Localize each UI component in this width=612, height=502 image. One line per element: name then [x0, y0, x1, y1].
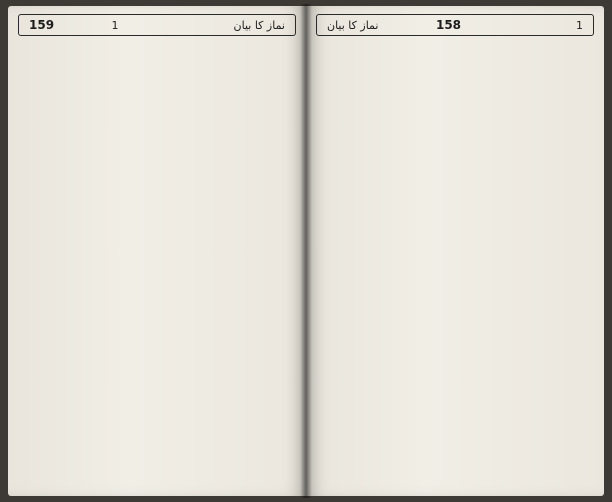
- text-line: [318, 314, 592, 329]
- text-line: [20, 359, 294, 374]
- text-line: [20, 268, 294, 283]
- text-line: [20, 299, 294, 314]
- text-line: [318, 42, 592, 57]
- text-line: [20, 133, 294, 148]
- text-line: [318, 434, 592, 449]
- left-page-text: [20, 42, 294, 482]
- left-page-header: [18, 14, 296, 36]
- text-line: [20, 284, 294, 299]
- text-line: [20, 419, 294, 434]
- text-line: [20, 329, 294, 344]
- text-line: [20, 434, 294, 449]
- text-line: [318, 238, 592, 253]
- text-line: [318, 419, 592, 434]
- text-line: [20, 223, 294, 238]
- text-line: [20, 148, 294, 163]
- left-page-number: 159: [29, 18, 55, 32]
- text-line: [318, 193, 592, 208]
- text-line: [318, 404, 592, 419]
- text-line: [318, 208, 592, 223]
- text-line: [318, 465, 592, 480]
- text-line: [20, 42, 294, 57]
- text-line: [20, 57, 294, 72]
- text-line: [318, 450, 592, 465]
- text-line: [20, 163, 294, 178]
- left-volume: 1: [111, 18, 119, 32]
- right-volume: 1: [576, 18, 583, 32]
- text-line: [318, 223, 592, 238]
- text-line: [318, 284, 592, 299]
- text-line: [318, 329, 592, 344]
- text-line: [20, 87, 294, 102]
- book-gutter: [300, 4, 312, 498]
- left-page: [8, 6, 306, 496]
- text-line: [318, 133, 592, 148]
- right-page: [306, 6, 604, 496]
- text-line: [20, 238, 294, 253]
- right-section-title: نماز کا بیان: [327, 18, 379, 32]
- text-line: [318, 102, 592, 117]
- right-page-text: [318, 42, 592, 482]
- text-line: [20, 404, 294, 419]
- text-line: [318, 163, 592, 178]
- text-line: [20, 389, 294, 404]
- text-line: [20, 72, 294, 87]
- text-line: [318, 268, 592, 283]
- text-line: [318, 57, 592, 72]
- right-page-header: [316, 14, 594, 36]
- text-line: [20, 480, 294, 482]
- text-line: [20, 102, 294, 117]
- text-line: [20, 253, 294, 268]
- text-line: [318, 389, 592, 404]
- text-line: [20, 314, 294, 329]
- text-line: [318, 178, 592, 193]
- text-line: [318, 72, 592, 87]
- text-line: [318, 344, 592, 359]
- text-line: [318, 253, 592, 268]
- text-line: [20, 374, 294, 389]
- text-line: [318, 117, 592, 132]
- text-line: [20, 178, 294, 193]
- text-line: [20, 193, 294, 208]
- text-line: [20, 117, 294, 132]
- text-line: [20, 450, 294, 465]
- text-line: [318, 480, 592, 482]
- text-line: [318, 87, 592, 102]
- left-section-title: نماز کا بیان: [233, 18, 285, 32]
- text-line: [20, 344, 294, 359]
- text-line: [318, 359, 592, 374]
- text-line: [20, 465, 294, 480]
- text-line: [20, 208, 294, 223]
- right-page-number: 158: [435, 18, 462, 32]
- text-line: [318, 374, 592, 389]
- text-line: [318, 148, 592, 163]
- text-line: [318, 299, 592, 314]
